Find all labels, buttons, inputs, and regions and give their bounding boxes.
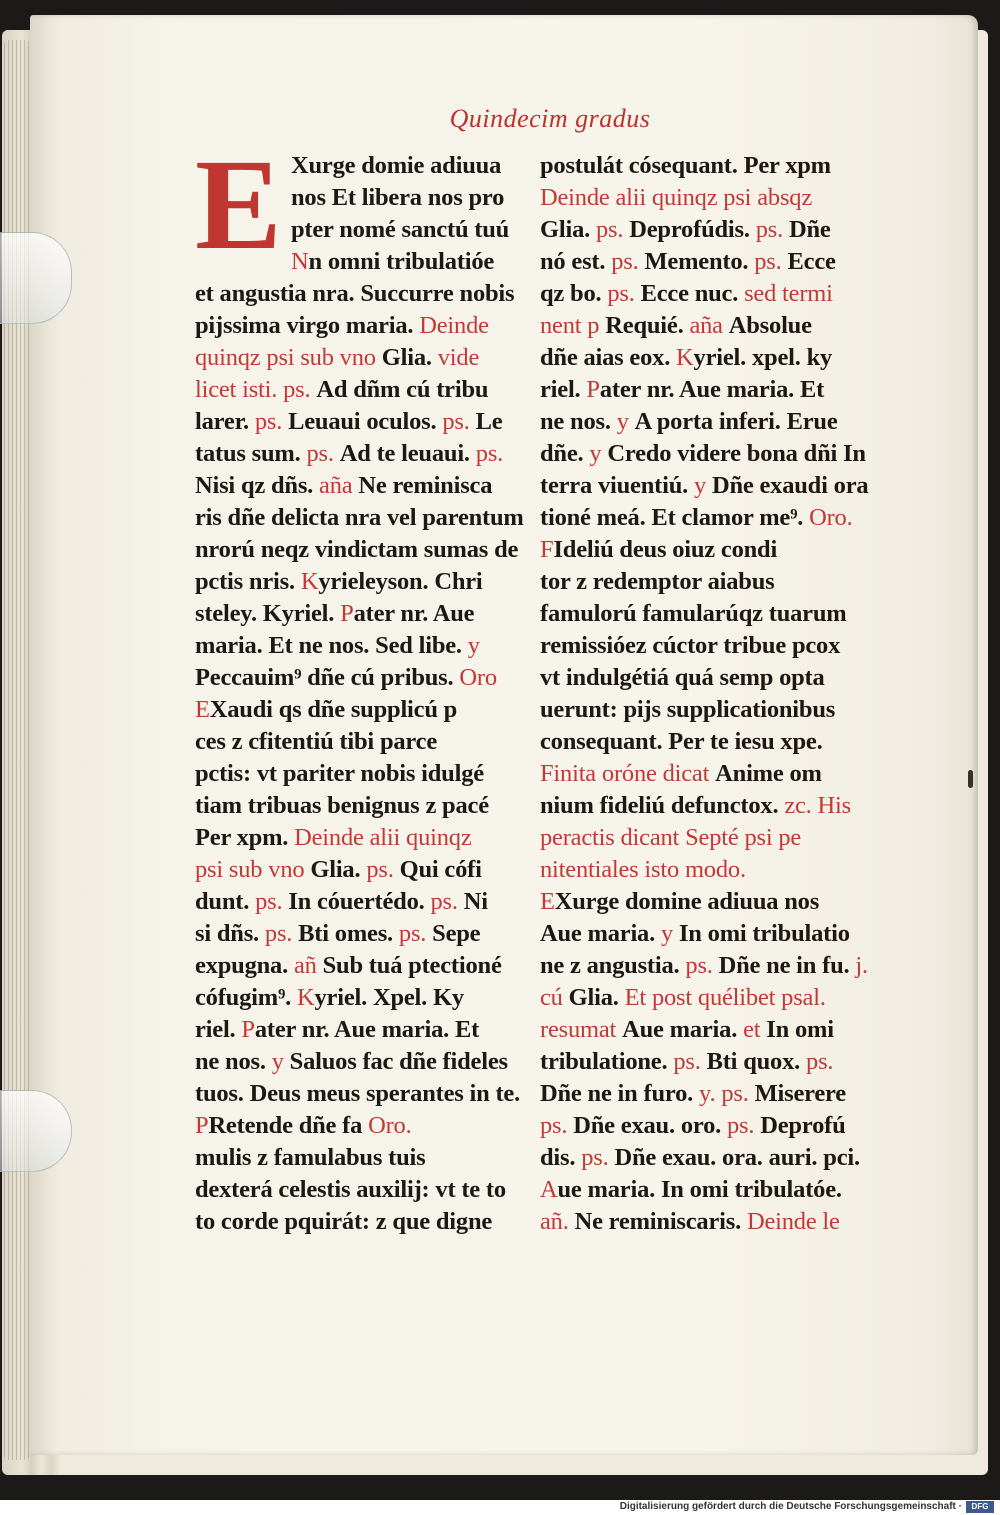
body-text: Sub tuá ptectioné: [322, 952, 502, 979]
body-text: famulorú famularúqz tuarum: [540, 600, 847, 627]
body-text: Ideliú deus oiuz condi: [553, 536, 778, 563]
body-text: Deprofú: [760, 1112, 846, 1139]
body-text: Per xpm.: [195, 824, 295, 851]
body-text: vt indulgétiá quá semp opta: [540, 664, 825, 691]
text-line: [540, 1014, 880, 1046]
rubric-text: sed termi: [744, 280, 833, 307]
text-line: [540, 438, 880, 470]
rubric-text: ps.: [540, 1112, 574, 1139]
text-line: [195, 310, 535, 342]
body-text: Dñe ne in furo.: [540, 1080, 700, 1107]
body-text: Ne reminiscaris.: [574, 1208, 747, 1235]
rubric-text: E: [540, 888, 555, 915]
body-text: remissióez cúctor tribue pcox: [540, 632, 841, 659]
body-text: Aue maria.: [622, 1016, 744, 1043]
rubric-text: Deinde le: [746, 1208, 840, 1235]
text-line: [540, 566, 880, 598]
rubric-text: Oro: [459, 664, 497, 691]
body-text: Saluos fac dñe fideles: [289, 1048, 508, 1075]
body-text: Xurge domie adiuua: [291, 152, 502, 179]
body-text: Dñe exau. oro.: [573, 1112, 727, 1139]
rubric-text: Oro.: [809, 504, 853, 531]
rubric-text: aña: [689, 312, 729, 339]
text-line: [540, 534, 880, 566]
body-text: Qui cófi: [399, 856, 482, 883]
digitization-banner: [0, 1500, 1000, 1515]
body-text: Credo videre bona dñi In: [607, 440, 866, 467]
rubric-text: nent p: [540, 312, 606, 339]
text-line: [291, 214, 535, 246]
body-text: yriel. xpel. ky: [693, 344, 833, 371]
body-text: postulát cósequant. Per xpm: [540, 152, 831, 179]
rubric-text: Deinde alii quinqz psi absqz: [540, 184, 812, 211]
rubric-text: ps.: [754, 248, 788, 275]
body-text: n omni tribulatióe: [308, 248, 495, 275]
text-line: [195, 630, 535, 662]
body-text: Dñe exaudi ora: [711, 472, 869, 499]
text-line: [195, 1142, 535, 1174]
rubric-text: ps.: [685, 952, 719, 979]
body-text: Anime om: [715, 760, 822, 787]
text-line: [540, 694, 880, 726]
rubric-text: j.: [855, 952, 868, 979]
body-text: dis.: [540, 1144, 582, 1171]
text-line: [540, 822, 880, 854]
rubric-text: ps.: [264, 920, 299, 947]
body-text: ne nos.: [195, 1048, 272, 1075]
text-line: [540, 662, 880, 694]
rubric-text: K: [296, 984, 315, 1011]
body-text: terra viuentiú.: [540, 472, 694, 499]
body-text: Bti omes.: [298, 920, 399, 947]
text-line: [540, 1174, 880, 1206]
body-text: tribulatione.: [540, 1048, 674, 1075]
text-line: [540, 886, 880, 918]
body-text: Glia.: [310, 856, 367, 883]
body-text: pctis: vt pariter nobis idulgé: [195, 760, 484, 787]
body-text: Xaudi qs dñe supplicú p: [209, 696, 458, 723]
text-line: [540, 950, 880, 982]
text-line: [195, 598, 535, 630]
rubric-text: Deinde alii quinqz: [294, 824, 472, 851]
rubric-text: y: [271, 1048, 290, 1075]
body-text: Peccauim⁹ dñe cú pribus.: [195, 664, 460, 691]
text-line: [195, 1206, 535, 1238]
text-line: [540, 278, 880, 310]
rubric-text: cú: [540, 984, 569, 1011]
text-line: [195, 726, 535, 758]
text-line: [540, 342, 880, 374]
body-text: yriel. Xpel. Ky: [314, 984, 464, 1011]
running-head: Quindecim gradus: [449, 104, 651, 133]
text-line: [195, 566, 535, 598]
rubric-text: licet isti. ps.: [195, 376, 317, 403]
body-text: Dñe ne in fu.: [718, 952, 856, 979]
body-text: tuos. Deus meus sperantes in te.: [195, 1080, 521, 1107]
body-text: In omi tribulatio: [678, 920, 850, 947]
book-clip-top: [0, 232, 72, 324]
text-line: [195, 950, 535, 982]
rubric-text: A: [540, 1176, 558, 1203]
text-line: [540, 1142, 880, 1174]
rubric-text: Deinde: [419, 312, 489, 339]
body-text: ces z cfitentiú tibi parce: [195, 728, 438, 755]
rubric-text: ps.: [806, 1048, 834, 1075]
body-text: tatus sum.: [195, 440, 307, 467]
rubric-text: Et post quélibet psal.: [624, 984, 826, 1011]
rubric-text: Oro.: [368, 1112, 412, 1139]
body-text: pctis nris.: [195, 568, 301, 595]
body-text: Le: [475, 408, 503, 435]
text-line: [291, 182, 535, 214]
body-text: Sepe: [432, 920, 481, 947]
text-line: [195, 438, 535, 470]
body-text: pijssima virgo maria.: [195, 312, 420, 339]
rubric-text: P: [340, 600, 354, 627]
text-line: [195, 854, 535, 886]
body-text: mulis z famulabus tuis: [195, 1144, 426, 1171]
body-text: Bti quox.: [706, 1048, 807, 1075]
rubric-text: P: [586, 376, 600, 403]
rubric-text: zc. His: [784, 792, 851, 819]
body-text: et angustia nra. Succurre nobis: [195, 280, 515, 307]
rubric-text: nitentiales isto modo.: [540, 856, 746, 883]
body-text: Deprofúdis.: [629, 216, 756, 243]
body-text: pter nomé sanctú tuú: [291, 216, 510, 243]
rubric-text: y. ps.: [699, 1080, 755, 1107]
rubric-text: ps.: [254, 408, 289, 435]
body-text: Ne reminisca: [358, 472, 493, 499]
rubric-text: ps.: [306, 440, 340, 467]
body-text: ater nr. Aue maria. Et: [254, 1016, 480, 1043]
text-line: [540, 1110, 880, 1142]
text-line: [540, 150, 880, 182]
text-line: [195, 470, 535, 502]
body-text: consequant. Per te iesu xpe.: [540, 728, 823, 755]
text-line: [195, 1014, 535, 1046]
body-text: Retende dñe fa: [208, 1112, 369, 1139]
text-line: [195, 374, 535, 406]
text-line: [195, 1110, 535, 1142]
rubric-text: y: [467, 632, 480, 659]
body-text: yrieleyson. Chri: [318, 568, 483, 595]
text-line: [540, 630, 880, 662]
rubric-text: K: [676, 344, 694, 371]
text-line: [540, 470, 880, 502]
text-line: [291, 150, 535, 182]
body-text: In cóuertédo.: [288, 888, 431, 915]
body-text: Ni: [463, 888, 488, 915]
text-line: [195, 342, 535, 374]
body-text: ue maria. In omi tribulatóe.: [557, 1176, 842, 1203]
text-line: [195, 502, 535, 534]
text-line: [195, 406, 535, 438]
rubric-text: K: [300, 568, 319, 595]
body-text: cófugim⁹.: [195, 984, 297, 1011]
body-text: steley. Kyriel.: [195, 600, 341, 627]
rubric-text: y: [616, 408, 635, 435]
text-line: [291, 246, 535, 278]
text-line: [540, 598, 880, 630]
body-text: Requié.: [605, 312, 690, 339]
body-text: si dñs.: [195, 920, 265, 947]
rubric-text: ps.: [595, 216, 630, 243]
text-line: [540, 502, 880, 534]
rubric-text: E: [195, 696, 210, 723]
rubric-text: y: [660, 920, 679, 947]
text-line: [195, 822, 535, 854]
body-text: expugna.: [195, 952, 294, 979]
body-text: dunt.: [195, 888, 256, 915]
text-line: [195, 1078, 535, 1110]
text-line: [195, 694, 535, 726]
text-line: [540, 790, 880, 822]
text-line: [540, 182, 880, 214]
text-line: [540, 918, 880, 950]
body-text: Dñe exau. ora. auri. pci.: [614, 1144, 860, 1171]
body-text: larer.: [195, 408, 255, 435]
rubric-text: et: [743, 1016, 767, 1043]
rubric-text: y: [693, 472, 712, 499]
rubric-text: quinqz psi sub vno: [195, 344, 382, 371]
margin-mark: [968, 770, 973, 788]
text-line: [540, 854, 880, 886]
body-text: In omi: [766, 1016, 834, 1043]
rubric-text: ps.: [442, 408, 476, 435]
body-text: ris dñe delicta nra vel parentum: [195, 504, 524, 531]
body-text: dñe.: [540, 440, 590, 467]
text-line: [540, 310, 880, 342]
rubric-text: resumat: [540, 1016, 623, 1043]
body-text: nium fideliú defunctox.: [540, 792, 785, 819]
body-text: Glia.: [568, 984, 625, 1011]
body-text: ater nr. Aue: [353, 600, 475, 627]
body-text: maria. Et ne nos. Sed libe.: [195, 632, 468, 659]
text-line: [540, 982, 880, 1014]
body-text: ne z angustia.: [540, 952, 686, 979]
body-text: Nisi qz dñs.: [195, 472, 320, 499]
body-text: dñe aias eox.: [540, 344, 677, 371]
body-text: tioné meá. Et clamor me⁹.: [540, 504, 810, 531]
body-text: Memento.: [644, 248, 755, 275]
rubric-text: ps.: [611, 248, 645, 275]
body-text: nos Et libera nos pro: [291, 184, 505, 211]
body-text: Xurge domine adiuua nos: [554, 888, 820, 915]
body-text: to corde pquirát: z que digne: [195, 1208, 493, 1235]
body-text: dexterá celestis auxilij: vt te to: [195, 1176, 506, 1203]
body-text: Ecce: [787, 248, 836, 275]
text-line: [540, 374, 880, 406]
rubric-text: ps.: [398, 920, 433, 947]
text-line: [540, 214, 880, 246]
rubric-text: aña: [319, 472, 359, 499]
rubric-text: ps.: [607, 280, 641, 307]
body-text: ater nr. Aue maria. Et: [599, 376, 825, 403]
rubric-text: añ: [293, 952, 323, 979]
rubric-text: F: [540, 536, 554, 563]
text-line: [195, 918, 535, 950]
rubric-text: peractis dicant Septé psi pe: [540, 824, 802, 851]
body-text: Glia.: [540, 216, 596, 243]
rubric-text: ps.: [430, 888, 464, 915]
text-line: [540, 406, 880, 438]
body-text: Ad te leuaui.: [339, 440, 476, 467]
text-line: [540, 1206, 880, 1238]
rubric-text: ps.: [727, 1112, 761, 1139]
rubric-text: ps.: [255, 888, 289, 915]
rubric-text: ps.: [673, 1048, 707, 1075]
decorated-initial: E: [195, 133, 282, 277]
body-text: Ecce nuc.: [640, 280, 745, 307]
text-line: [195, 982, 535, 1014]
text-line: [540, 726, 880, 758]
funding-credit: Digitalisierung gefördert durch die Deutsche Forschungsgemeinschaft ·: [619, 1501, 962, 1512]
rubric-text: vide: [437, 344, 480, 371]
text-column-right: [540, 150, 880, 1238]
rubric-text: ps.: [581, 1144, 615, 1171]
rubric-text: P: [195, 1112, 209, 1139]
text-line: [195, 790, 535, 822]
text-line: [195, 1174, 535, 1206]
body-text: Aue maria.: [540, 920, 661, 947]
rubric-text: N: [291, 248, 309, 275]
text-line: [540, 246, 880, 278]
body-text: tor z redemptor aiabus: [540, 568, 775, 595]
text-line: [195, 758, 535, 790]
text-line: [540, 1078, 880, 1110]
body-text: riel.: [195, 1016, 242, 1043]
rubric-text: y: [589, 440, 608, 467]
rubric-text: ps.: [755, 216, 789, 243]
body-text: Leuaui oculos.: [288, 408, 443, 435]
text-line: [195, 886, 535, 918]
text-line: [540, 758, 880, 790]
body-text: A porta inferi. Erue: [634, 408, 838, 435]
body-text: Absolue: [728, 312, 812, 339]
body-text: Miserere: [754, 1080, 846, 1107]
text-line: [195, 662, 535, 694]
rubric-text: ps.: [475, 440, 504, 467]
text-line: [195, 534, 535, 566]
body-text: Ad dñm cú tribu: [316, 376, 489, 403]
body-text: uerunt: pijs supplicationibus: [540, 696, 836, 723]
body-text: tiam tribuas benignus z pacé: [195, 792, 489, 819]
body-text: Dñe: [788, 216, 831, 243]
rubric-text: P: [241, 1016, 255, 1043]
rubric-text: Finita oróne dicat: [540, 760, 716, 787]
body-text: qz bo.: [540, 280, 608, 307]
rubric-text: ps.: [366, 856, 400, 883]
body-text: nó est.: [540, 248, 612, 275]
body-text: ne nos.: [540, 408, 617, 435]
text-line: [195, 278, 535, 310]
rubric-text: añ.: [540, 1208, 575, 1235]
rubric-text: psi sub vno: [195, 856, 311, 883]
body-text: Glia.: [381, 344, 438, 371]
text-column-left: [195, 133, 535, 1238]
text-line: [195, 1046, 535, 1078]
body-text: riel.: [540, 376, 587, 403]
dfg-logo: DFG: [966, 1501, 994, 1513]
body-text: nrorú neqz vindictam sumas de: [195, 536, 519, 563]
text-line: [540, 1046, 880, 1078]
